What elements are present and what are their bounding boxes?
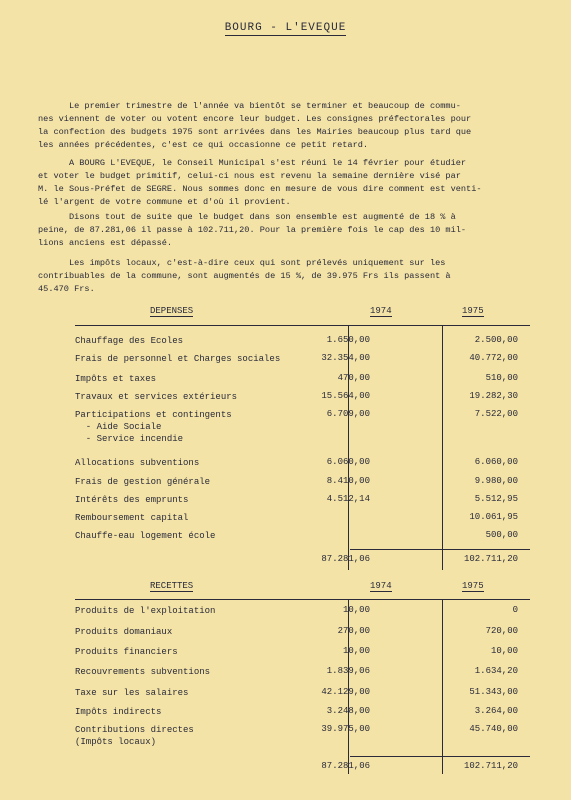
- recettes-row-label: Taxe sur les salaires: [75, 688, 189, 698]
- paragraph-2: A BOURG L'EVEQUE, le Conseil Municipal s'est réuni le 14 février pour étudier et voter le budget primitif, celui-ci nous est revenu la semaine dernière visé par M. le Sous-Préfet de SEGRE. Nous sommes donc en mesure de vous dire comment est venti- lé l'argent de votre commune et d'où il provient.: [38, 158, 482, 207]
- depenses-row-label: Chauffe-eau logement école: [75, 531, 216, 541]
- recettes-row-value-1974: 42.129,00: [321, 687, 370, 697]
- depenses-total-1974: 87.281,06: [321, 554, 370, 564]
- depenses-row-value-1975: 10.061,95: [469, 512, 518, 522]
- recettes-total-1974: 87.281,06: [321, 761, 370, 771]
- depenses-row-value-1975: 40.772,00: [469, 353, 518, 363]
- recettes-row-value-1975: 3.264,00: [474, 706, 518, 716]
- depenses-year-1975: 1975: [462, 306, 484, 316]
- depenses-row-value-1974: 1.650,00: [326, 335, 370, 345]
- recettes-row-value-1974: 39.975,00: [321, 724, 370, 734]
- recettes-row-value-1975: 51.343,00: [469, 687, 518, 697]
- title-text: BOURG - L'EVEQUE: [224, 22, 347, 34]
- recettes-row-label: Produits financiers: [75, 647, 178, 657]
- recettes-row-value-1974: 3.248,00: [326, 706, 370, 716]
- depenses-row-value-1974: 8.410,00: [326, 476, 370, 486]
- depenses-row-label: Allocations subventions: [75, 458, 200, 468]
- paragraph-4: Les impôts locaux, c'est-à-dire ceux qui sont prélevés uniquement sur les contribuables de la commune, sont augmentés de 15 %, de 39.975 Frs ils passent à 45.470 Frs.: [38, 258, 451, 294]
- depenses-row-value-1975: 9.980,00: [474, 476, 518, 486]
- depenses-year-1974: 1974: [370, 306, 392, 316]
- recettes-row-value-1975: 0: [512, 605, 518, 615]
- depenses-header: DEPENSES: [150, 306, 194, 316]
- recettes-year-1975: 1975: [462, 581, 484, 591]
- recettes-row-label: Produits domaniaux: [75, 627, 173, 637]
- recettes-header: RECETTES: [150, 581, 194, 591]
- depenses-row-value-1975: 2.500,00: [474, 335, 518, 345]
- depenses-row-label: Travaux et services extérieurs: [75, 392, 238, 402]
- recettes-row-value-1975: 10,00: [490, 646, 518, 656]
- depenses-row-value-1975: 510,00: [485, 373, 518, 383]
- depenses-row-label: Impôts et taxes: [75, 374, 157, 384]
- depenses-row-value-1975: 19.282,30: [469, 391, 518, 401]
- depenses-total-rule: [350, 549, 530, 550]
- recettes-row-label: Produits de l'exploitation: [75, 606, 216, 616]
- paragraph-3: Disons tout de suite que le budget dans son ensemble est augmenté de 18 % à peine, de 87.281,06 il passe à 102.711,20. Pour la première fois le cap des 10 mil- lions anciens est dépassé.: [38, 212, 467, 248]
- depenses-row-value-1974: 4.512,14: [326, 494, 370, 504]
- depenses-row-label: Frais de gestion générale: [75, 477, 211, 487]
- depenses-row-value-1974: 6.060,00: [326, 457, 370, 467]
- depenses-row-label: Frais de personnel et Charges sociales: [75, 354, 281, 364]
- recettes-top-rule: [75, 599, 530, 600]
- depenses-total-1975: 102.711,20: [463, 554, 518, 564]
- recettes-row-value-1974: 10,00: [342, 646, 370, 656]
- depenses-row-value-1974: 470,00: [337, 373, 370, 383]
- recettes-row-value-1974: 270,00: [337, 626, 370, 636]
- depenses-row-value-1974: 32.354,00: [321, 353, 370, 363]
- recettes-row-label: Impôts indirects: [75, 707, 162, 717]
- recettes-row-label: Recouvrements subventions: [75, 667, 211, 677]
- depenses-row-value-1974: 15.564,00: [321, 391, 370, 401]
- depenses-row-label: Chauffage des Ecoles: [75, 336, 184, 346]
- depenses-row-label: Participations et contingents - Aide Sociale - Service incendie: [75, 410, 232, 444]
- recettes-year-1974: 1974: [370, 581, 392, 591]
- recettes-row-label: Contributions directes (Impôts locaux): [75, 725, 194, 747]
- paragraph-1: Le premier trimestre de l'année va bientôt se terminer et beaucoup de commu- nes viennent de voter ou votent encore leur budget. Les consignes préfectorales pour la confection des budgets 1975 sont arrivées dans les Mairies beaucoup plus tard que les années précédentes, c'est ce qui occasionne ce petit retard.: [38, 101, 472, 150]
- recettes-row-value-1975: 1.634,20: [474, 666, 518, 676]
- depenses-row-value-1975: 500,00: [485, 530, 518, 540]
- depenses-row-value-1975: 6.060,00: [474, 457, 518, 467]
- recettes-total-rule: [350, 756, 530, 757]
- depenses-top-rule: [75, 325, 530, 326]
- recettes-row-value-1975: 45.740,00: [469, 724, 518, 734]
- depenses-row-label: Intérêts des emprunts: [75, 495, 189, 505]
- depenses-row-label: Remboursement capital: [75, 513, 189, 523]
- document-title: [0, 22, 571, 34]
- depenses-row-value-1974: 6.709,00: [326, 409, 370, 419]
- depenses-row-value-1975: 7.522,00: [474, 409, 518, 419]
- recettes-total-1975: 102.711,20: [463, 761, 518, 771]
- recettes-row-value-1975: 720,00: [485, 626, 518, 636]
- recettes-row-value-1974: 1.839,06: [326, 666, 370, 676]
- depenses-row-value-1975: 5.512,95: [474, 494, 518, 504]
- recettes-row-value-1974: 10,00: [342, 605, 370, 615]
